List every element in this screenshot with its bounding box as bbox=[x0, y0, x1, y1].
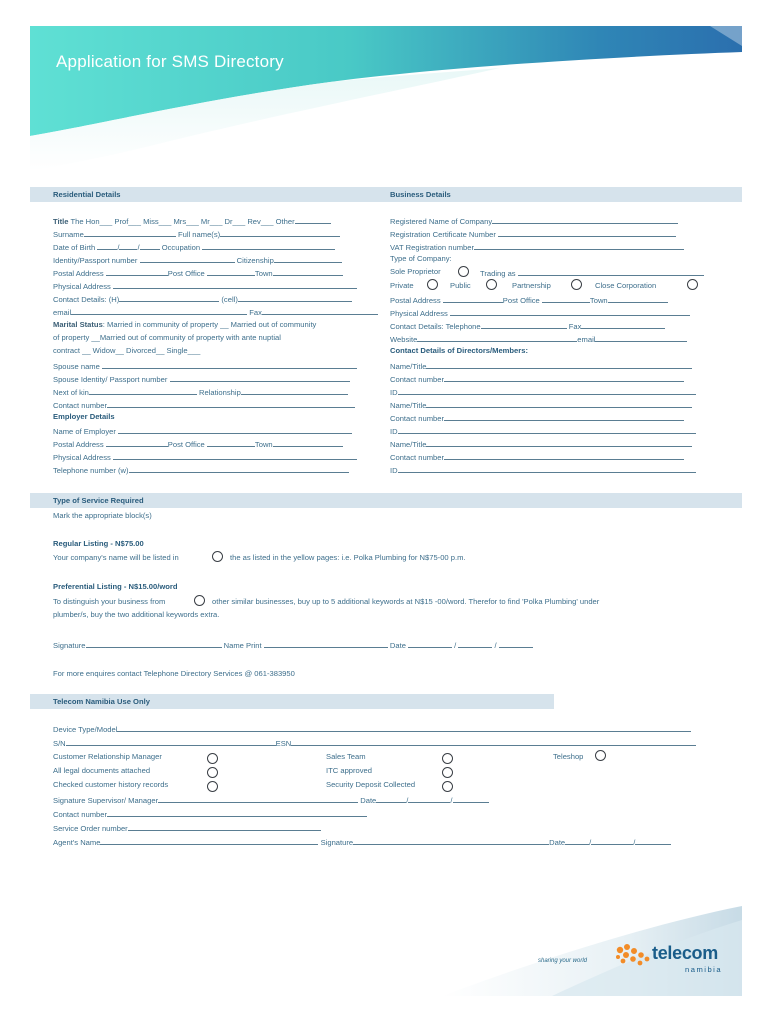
post-office-label: Post Office bbox=[167, 269, 205, 278]
preferential-text-before: To distinguish your business from bbox=[53, 597, 166, 606]
surname-line[interactable] bbox=[84, 228, 176, 237]
director2-id-label: ID bbox=[390, 427, 398, 436]
website-row[interactable] bbox=[390, 333, 687, 345]
reg-cert-label: Registration Certificate Number bbox=[390, 230, 496, 239]
title-other-line[interactable] bbox=[295, 215, 331, 224]
contact-details-row[interactable] bbox=[53, 293, 352, 305]
private-label: Private bbox=[390, 281, 414, 290]
reg-name-label: Registered Name of Company bbox=[390, 217, 493, 226]
physical-address-label: Physical Address bbox=[53, 282, 111, 291]
biz-telephone-row[interactable] bbox=[390, 320, 665, 332]
private-radio[interactable] bbox=[427, 279, 438, 290]
director3-id-label: ID bbox=[390, 466, 398, 475]
physical-address-row[interactable] bbox=[53, 280, 357, 292]
employer-post-office-label: Post Office bbox=[167, 440, 205, 449]
contact-number-row[interactable] bbox=[53, 399, 355, 411]
agent-signature-label: Signature bbox=[320, 838, 354, 847]
trading-as-label: Trading as bbox=[480, 269, 516, 278]
surname-label: Surname bbox=[53, 230, 84, 239]
town-label: Town bbox=[254, 269, 273, 278]
directors-header: Contact Details of Directors/Members: bbox=[390, 346, 528, 355]
service-order-label: Service Order number bbox=[53, 824, 128, 833]
biz-fax-label: Fax bbox=[568, 322, 582, 331]
trading-as-row[interactable] bbox=[480, 267, 704, 279]
public-radio[interactable] bbox=[486, 279, 497, 290]
employer-details-header: Employer Details bbox=[53, 412, 115, 421]
director2-name-label: Name/Title bbox=[390, 401, 427, 410]
preferential-listing-title: Preferential Listing - N$15.00/word bbox=[53, 582, 178, 591]
itc-checkbox[interactable] bbox=[442, 767, 453, 778]
vat-row[interactable] bbox=[390, 241, 684, 253]
director3-contact-row[interactable] bbox=[390, 451, 684, 463]
name-print-label: Name Print bbox=[223, 641, 262, 650]
postal-address-label: Postal Address bbox=[53, 269, 104, 278]
agent-name-label: Agent's Name bbox=[53, 838, 101, 847]
employer-name-label: Name of Employer bbox=[53, 427, 116, 436]
biz-post-office-label: Post Office bbox=[502, 296, 540, 305]
sn-esn-row[interactable] bbox=[53, 737, 696, 749]
itc-label: ITC approved bbox=[326, 766, 373, 775]
employer-town-label: Town bbox=[254, 440, 273, 449]
telecom-logo-icon bbox=[614, 942, 654, 972]
director1-name-row[interactable] bbox=[390, 360, 692, 372]
dob-row[interactable]: Date of Birth / / Occupation bbox=[53, 241, 335, 253]
enquiries-text: For more enquires contact Telephone Directory Services @ 061-383950 bbox=[53, 669, 295, 678]
director2-id-row[interactable] bbox=[390, 425, 696, 437]
residential-details-header: Residential Details bbox=[30, 187, 368, 202]
telecom-use-header: Telecom Namibia Use Only bbox=[30, 694, 554, 709]
employer-postal-label: Postal Address bbox=[53, 440, 104, 449]
director1-contact-row[interactable] bbox=[390, 373, 684, 385]
director3-contact-label: Contact number bbox=[390, 453, 445, 462]
marital-status-label: Marital Status bbox=[53, 320, 103, 329]
agent-date-label: Date bbox=[549, 838, 566, 847]
header-wave-graphic bbox=[30, 26, 742, 176]
id-passport-label: Identity/Passport number bbox=[53, 256, 138, 265]
regular-text-before: Your company's name will be listed in bbox=[53, 553, 179, 562]
contact-number-telecom-row[interactable] bbox=[53, 808, 367, 820]
spouse-id-label: Spouse Identity/ Passport number bbox=[53, 375, 168, 384]
telecom-contact-label: Contact number bbox=[53, 810, 108, 819]
preferential-line2: plumber/s, buy the two additional keywords extra. bbox=[53, 610, 220, 619]
preferential-listing-checkbox[interactable] bbox=[194, 595, 205, 606]
service-date-label: Date bbox=[389, 641, 406, 650]
next-of-kin-row[interactable] bbox=[53, 386, 348, 398]
director1-name-label: Name/Title bbox=[390, 362, 427, 371]
email-label: email bbox=[53, 308, 72, 317]
biz-physical-label: Physical Address bbox=[390, 309, 448, 318]
form-page bbox=[30, 26, 742, 996]
title-options: The Hon___ Prof___ Miss___ Mrs___ Mr___ Dr___ Rev___ Other bbox=[70, 217, 295, 226]
partnership-radio[interactable] bbox=[571, 279, 582, 290]
occupation-label: Occupation bbox=[161, 243, 201, 252]
website-label: Website bbox=[390, 335, 418, 344]
spouse-name-row[interactable] bbox=[53, 360, 357, 372]
marital-line2[interactable]: of property __Married out of community of property with ante nuptial bbox=[53, 333, 281, 342]
deposit-label: Security Deposit Collected bbox=[326, 780, 416, 789]
marital-line3[interactable]: contract __ Widow__ Divorced__ Single___ bbox=[53, 346, 201, 355]
employer-tel-row[interactable] bbox=[53, 464, 349, 476]
teleshop-checkbox[interactable] bbox=[595, 750, 606, 761]
title-label: Title bbox=[53, 217, 69, 226]
public-label: Public bbox=[450, 281, 471, 290]
reg-cert-row[interactable] bbox=[390, 228, 676, 240]
business-details-header: Business Details bbox=[368, 187, 742, 202]
marital-status-row[interactable] bbox=[53, 320, 316, 330]
biz-physical-row[interactable] bbox=[390, 307, 690, 319]
supervisor-date-label: Date bbox=[360, 796, 377, 805]
spouse-name-label: Spouse name bbox=[53, 362, 100, 371]
biz-town-label: Town bbox=[589, 296, 608, 305]
preferential-text-after: other similar businesses, buy up to 5 additional keywords at N$15 -00/word. Therefor to find 'Polka Plumbing' under bbox=[212, 597, 600, 606]
email-row[interactable] bbox=[53, 306, 378, 318]
signature-row[interactable]: Signature Name Print Date / / bbox=[53, 639, 533, 651]
full-names-label: Full name(s) bbox=[177, 230, 221, 239]
biz-telephone-label: Contact Details: Telephone bbox=[390, 322, 481, 331]
contact-details-label: Contact Details: (H) bbox=[53, 295, 120, 304]
footer-tagline: sharing your world bbox=[538, 958, 588, 964]
biz-postal-row[interactable] bbox=[390, 294, 668, 306]
signature-label: Signature bbox=[53, 641, 86, 650]
director2-contact-label: Contact number bbox=[390, 414, 445, 423]
employer-postal-row[interactable] bbox=[53, 438, 343, 450]
vat-label: VAT Registration number bbox=[390, 243, 474, 252]
contact-number-label: Contact number bbox=[53, 401, 108, 410]
director1-contact-label: Contact number bbox=[390, 375, 445, 384]
supervisor-label: Signature Supervisor/ Manager bbox=[53, 796, 159, 805]
title-row[interactable] bbox=[53, 215, 331, 227]
marital-line1: : Married in community of property __ Married out of community bbox=[102, 320, 317, 329]
supervisor-row[interactable]: Signature Supervisor/ Manager Date / / bbox=[53, 794, 489, 806]
regular-listing-title: Regular Listing - N$75.00 bbox=[53, 539, 144, 548]
mark-blocks-instruction: Mark the appropriate block(s) bbox=[53, 511, 152, 520]
service-order-row[interactable] bbox=[53, 822, 321, 834]
deposit-checkbox[interactable] bbox=[442, 781, 453, 792]
reg-name-row[interactable] bbox=[390, 215, 678, 227]
sole-proprietor-radio[interactable] bbox=[458, 266, 469, 277]
director3-name-row[interactable] bbox=[390, 438, 692, 450]
sales-team-checkbox[interactable] bbox=[442, 753, 453, 764]
regular-text-after: the as listed in the yellow pages: i.e. Polka Plumbing for N$75-00 p.m. bbox=[230, 553, 466, 562]
sn-label: S/N bbox=[53, 739, 66, 748]
crm-label: Customer Relationship Manager bbox=[53, 752, 162, 761]
regular-listing-checkbox[interactable] bbox=[212, 551, 223, 562]
teleshop-label: Teleshop bbox=[553, 752, 584, 761]
director2-name-row[interactable] bbox=[390, 399, 692, 411]
id-passport-row[interactable] bbox=[53, 254, 342, 266]
history-label: Checked customer history records bbox=[53, 780, 169, 789]
surname-row[interactable] bbox=[53, 228, 340, 240]
spouse-id-row[interactable] bbox=[53, 373, 350, 385]
citizenship-label: Citizenship bbox=[236, 256, 274, 265]
sole-proprietor-label: Sole Proprietor bbox=[390, 267, 441, 276]
telecom-logo-wordmark: telecom bbox=[652, 943, 718, 963]
service-type-header: Type of Service Required bbox=[30, 493, 742, 508]
director3-name-label: Name/Title bbox=[390, 440, 427, 449]
occupation-line[interactable] bbox=[202, 241, 335, 250]
page-title: Application for SMS Directory bbox=[56, 52, 284, 71]
company-type-label: Type of Company: bbox=[390, 254, 452, 263]
director1-id-label: ID bbox=[390, 388, 398, 397]
fax-label: Fax bbox=[249, 308, 262, 317]
agent-row[interactable]: Agent's Name Signature Date / / bbox=[53, 836, 671, 848]
sole-proprietor-row[interactable] bbox=[390, 267, 441, 277]
sales-team-label: Sales Team bbox=[326, 752, 366, 761]
crm-checkbox[interactable] bbox=[207, 753, 218, 764]
close-corp-radio[interactable] bbox=[687, 279, 698, 290]
history-checkbox[interactable] bbox=[207, 781, 218, 792]
relationship-label: Relationship bbox=[199, 388, 241, 397]
full-names-line[interactable] bbox=[220, 228, 340, 237]
director3-id-row[interactable] bbox=[390, 464, 696, 476]
employer-tel-label: Telephone number (w) bbox=[53, 466, 129, 475]
employer-physical-label: Physical Address bbox=[53, 453, 111, 462]
employer-physical-row[interactable] bbox=[53, 451, 357, 463]
postal-address-row[interactable] bbox=[53, 267, 343, 279]
device-label: Device Type/Model bbox=[53, 725, 118, 734]
esn-label: ESN bbox=[275, 739, 292, 748]
legal-docs-checkbox[interactable] bbox=[207, 767, 218, 778]
dob-label: Date of Birth bbox=[53, 243, 96, 252]
legal-docs-label: All legal documents attached bbox=[53, 766, 151, 775]
director2-contact-row[interactable] bbox=[390, 412, 684, 424]
next-of-kin-label: Next of kin bbox=[53, 388, 89, 397]
biz-postal-label: Postal Address bbox=[390, 296, 441, 305]
telecom-logo-subtitle: namibia bbox=[685, 965, 723, 974]
director1-id-row[interactable] bbox=[390, 386, 696, 398]
close-corp-label: Close Corporation bbox=[595, 281, 657, 290]
biz-email-label: email bbox=[577, 335, 596, 344]
partnership-label: Partnership bbox=[512, 281, 551, 290]
employer-name-row[interactable] bbox=[53, 425, 352, 437]
cell-label: (cell) bbox=[221, 295, 238, 304]
device-row[interactable] bbox=[53, 723, 691, 735]
